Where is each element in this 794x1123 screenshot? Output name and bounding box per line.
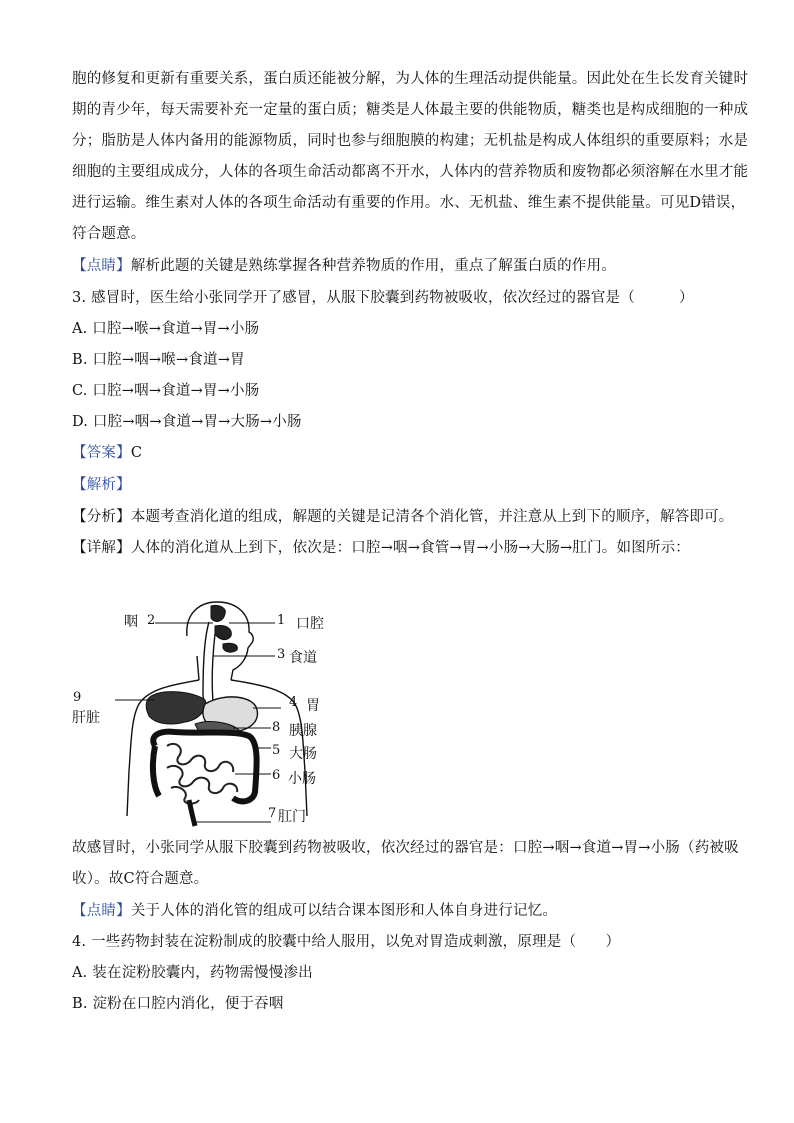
conclusion-line: 收）。故C符合题意。 bbox=[72, 871, 209, 887]
intro-line: 进行运输。维生素对人体的各项生命活动有重要的作用。水、无机盐、维生素不提供能量。可见D错误， bbox=[72, 195, 746, 211]
intro-line: 符合题意。 bbox=[72, 226, 146, 242]
label-anus: 肛门 bbox=[278, 809, 306, 825]
question-4-stem: 4. 一些药物封装在淀粉制成的胶囊中给人服用，以免对胃造成刺激，原理是（ ） bbox=[72, 934, 621, 950]
detail-tag: 【详解】 bbox=[72, 540, 131, 556]
label-small-intestine: 小肠 bbox=[288, 771, 316, 787]
answer-tag: 【答案】 bbox=[72, 445, 131, 461]
analysis-heading bbox=[72, 473, 131, 494]
question-4-option-a: A. 装在淀粉胶囊内，药物需慢慢渗出 bbox=[72, 965, 313, 981]
label-pharynx: 咽 bbox=[124, 614, 138, 630]
label-number: 8 bbox=[272, 720, 281, 735]
question-3-option-d: D. 口腔→咽→食道→胃→大肠→小肠 bbox=[72, 414, 302, 430]
detail-text: 人体的消化道从上到下，依次是：口腔→咽→食管→胃→小肠→大肠→肛门。如图所示： bbox=[130, 540, 691, 556]
note-line bbox=[72, 899, 557, 920]
conclusion-line: 故感冒时，小张同学从服下胶囊到药物被吸收，依次经过的器官是：口腔→咽→食道→胃→小肠（药被吸 bbox=[72, 840, 739, 856]
fenxi-tag: 【分析】 bbox=[72, 509, 131, 525]
label-number: 1 bbox=[277, 613, 286, 628]
label-stomach: 胃 bbox=[306, 698, 320, 714]
intro-line: 胞的修复和更新有重要关系，蛋白质还能被分解，为人体的生理活动提供能量。因此处在生长发育关键时 bbox=[72, 71, 749, 87]
label-number: 2 bbox=[147, 613, 156, 628]
label-number: 5 bbox=[272, 743, 281, 758]
fenxi-line bbox=[72, 505, 734, 526]
intro-line: 分；脂肪是人体内备用的能源物质，同时也参与细胞膜的构建；无机盐是构成人体组织的重要原料；水是 bbox=[72, 133, 749, 149]
note-text: 关于人体的消化管的组成可以结合课本图形和人体自身进行记忆。 bbox=[130, 903, 558, 919]
label-pancreas: 胰腺 bbox=[289, 723, 317, 739]
label-number: 3 bbox=[277, 647, 286, 662]
detail-line bbox=[72, 536, 690, 557]
question-3-option-c: C. 口腔→咽→食道→胃→小肠 bbox=[72, 383, 260, 399]
question-4-option-b: B. 淀粉在口腔内消化，便于吞咽 bbox=[72, 996, 284, 1012]
answer-value: C bbox=[130, 445, 143, 461]
answer-line bbox=[72, 441, 142, 462]
label-number: 6 bbox=[272, 768, 281, 783]
note-tag: 【点睛】 bbox=[72, 903, 131, 919]
label-number: 9 bbox=[73, 690, 82, 705]
label-number: 7 bbox=[268, 806, 277, 821]
question-3-option-a: A. 口腔→喉→食道→胃→小肠 bbox=[72, 321, 260, 337]
intro-line: 期的青少年，每天需要补充一定量的蛋白质；糖类是人体最主要的供能物质，糖类也是构成细胞的一种成 bbox=[72, 102, 749, 118]
note-tag: 【点睛】 bbox=[72, 258, 131, 274]
note-line bbox=[72, 254, 616, 275]
question-3-stem: 3. 感冒时，医生给小张同学开了感冒，从服下胶囊到药物被吸收，依次经过的器官是（ ） bbox=[72, 290, 694, 306]
analysis-tag: 【解析】 bbox=[72, 477, 131, 493]
label-mouth: 口腔 bbox=[296, 616, 324, 632]
intro-line: 细胞的主要组成成分，人体的各项生命活动都离不开水，人体内的营养物质和废物都必须溶解在水里才能 bbox=[72, 164, 749, 180]
question-3-option-b: B. 口腔→咽→喉→食道→胃 bbox=[72, 352, 245, 368]
label-esophagus: 食道 bbox=[289, 650, 317, 666]
fenxi-text: 本题考查消化道的组成，解题的关键是记清各个消化管，并注意从上到下的顺序，解答即可。 bbox=[130, 509, 734, 525]
label-liver: 肝脏 bbox=[72, 710, 100, 726]
label-number: 4 bbox=[289, 695, 298, 710]
note-text: 解析此题的关键是熟练掌握各种营养物质的作用，重点了解蛋白质的作用。 bbox=[130, 258, 616, 274]
label-large-intestine: 大肠 bbox=[289, 746, 317, 762]
